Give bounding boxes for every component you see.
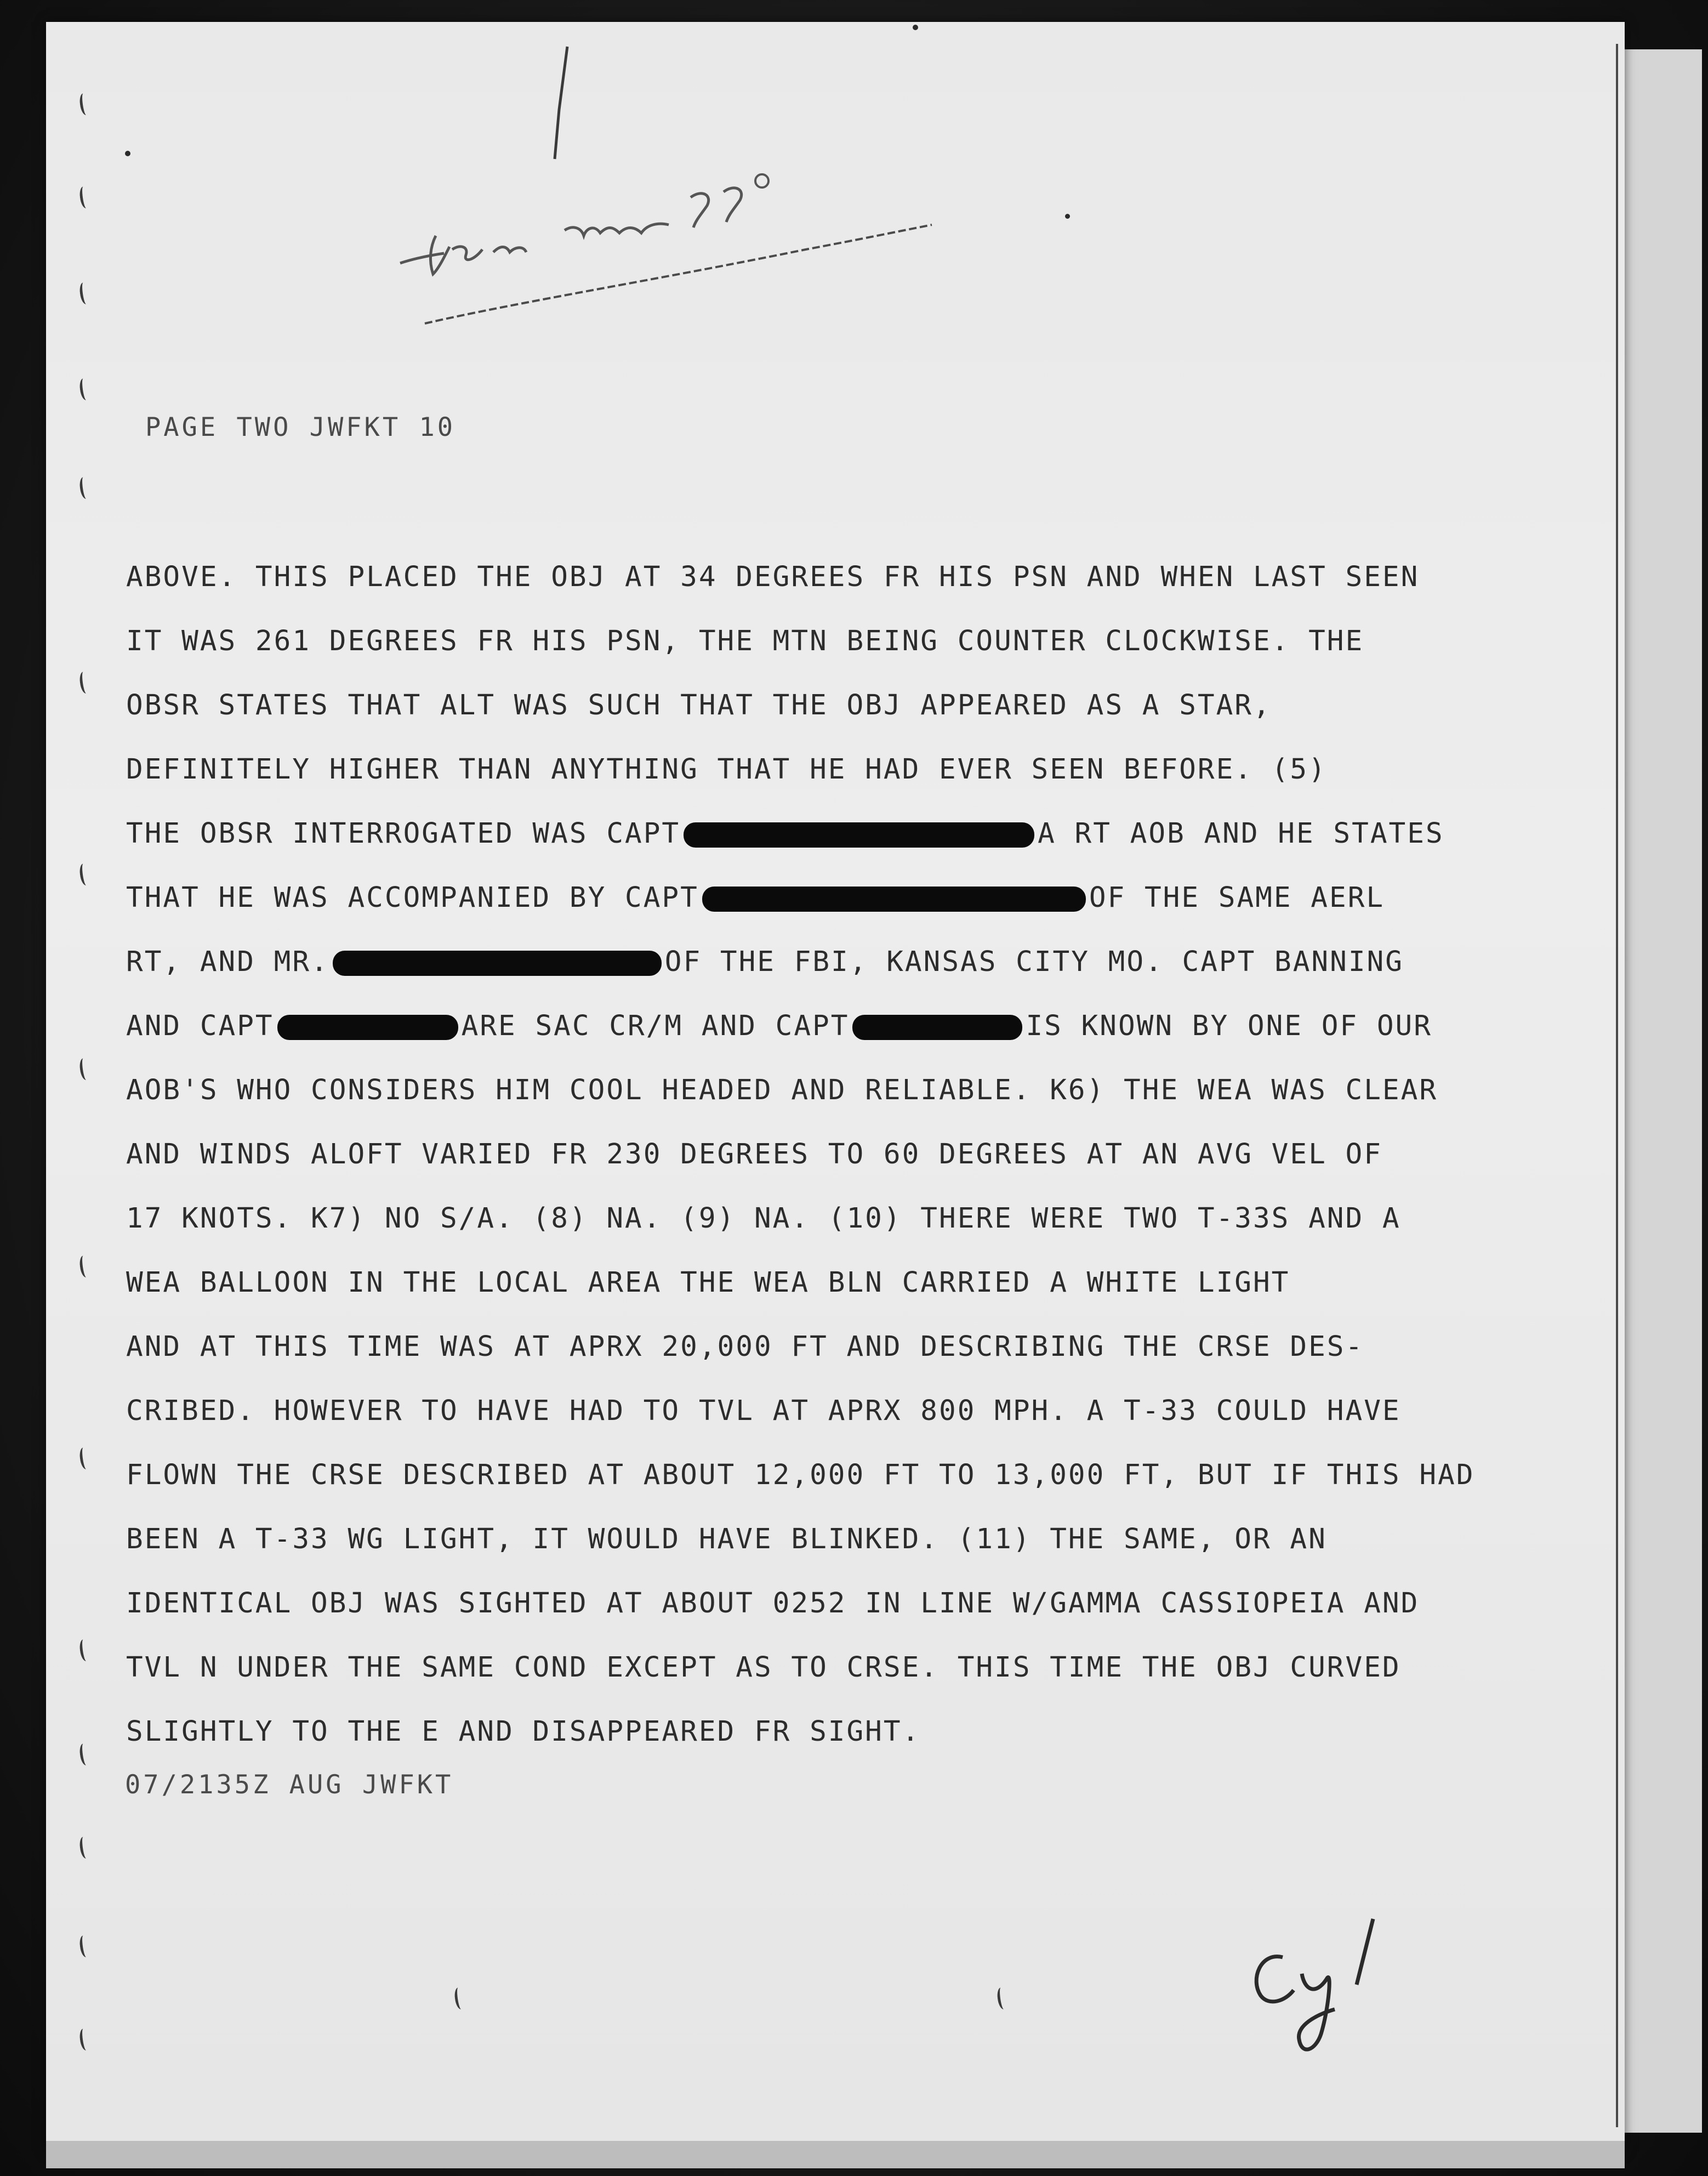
body-line: WEA BALLOON IN THE LOCAL AREA THE WEA BLN CARRIED A WHITE LIGHT [126, 1266, 1290, 1299]
line-segment: THAT HE WAS ACCOMPANIED BY CAPT [126, 882, 699, 914]
body-line: AOB'S WHO CONSIDERS HIM COOL HEADED AND RELIABLE. K6) THE WEA WAS CLEAR [126, 1074, 1438, 1106]
line-segment: ARE SAC CR/M AND CAPT [461, 1010, 850, 1042]
body-line-redacted [126, 802, 1606, 866]
body-line: 17 KNOTS. K7) NO S/A. (8) NA. (9) NA. (10) THERE WERE TWO T-33S AND A [126, 1202, 1401, 1235]
body-line-redacted [126, 866, 1606, 930]
line-segment: THE OBSR INTERROGATED WAS CAPT [126, 817, 681, 850]
page-edge-line [1616, 44, 1618, 2127]
body-line: FLOWN THE CRSE DESCRIBED AT ABOUT 12,000 FT TO 13,000 FT, BUT IF THIS HAD [126, 1459, 1475, 1491]
line-segment: OF THE SAME AERL [1089, 882, 1385, 914]
line-segment: A RT AOB AND HE STATES [1038, 817, 1444, 850]
body-line-redacted [126, 930, 1606, 994]
body-line: IT WAS 261 DEGREES FR HIS PSN, THE MTN BEING COUNTER CLOCKWISE. THE [126, 625, 1364, 657]
ink-speck [913, 25, 918, 30]
underlying-sheet-edge [1620, 49, 1702, 2133]
page-header: PAGE TWO JWFKT 10 [145, 412, 456, 442]
bottom-paper-strip [46, 2141, 1625, 2168]
body-line: AND WINDS ALOFT VARIED FR 230 DEGREES TO 60 DEGREES AT AN AVG VEL OF [126, 1138, 1382, 1171]
redaction-bar [684, 822, 1034, 848]
ink-speck [1065, 214, 1070, 219]
line-segment: OF THE FBI, KANSAS CITY MO. CAPT BANNING [664, 946, 1404, 978]
body-line: ABOVE. THIS PLACED THE OBJ AT 34 DEGREES FR HIS PSN AND WHEN LAST SEEN [126, 561, 1420, 593]
handwritten-signature [1239, 1908, 1425, 2072]
body-line: DEFINITELY HIGHER THAN ANYTHING THAT HE HAD EVER SEEN BEFORE. (5) [126, 753, 1327, 786]
redaction-bar [852, 1015, 1022, 1040]
redaction-bar [333, 951, 662, 976]
message-body [126, 545, 1606, 1764]
handwritten-note [384, 137, 959, 345]
redaction-bar [277, 1015, 458, 1040]
body-line: CRIBED. HOWEVER TO HAVE HAD TO TVL AT APRX 800 MPH. A T-33 COULD HAVE [126, 1395, 1401, 1427]
body-line: IDENTICAL OBJ WAS SIGHTED AT ABOUT 0252 IN LINE W/GAMMA CASSIOPEIA AND [126, 1587, 1420, 1620]
body-line-redacted [126, 994, 1606, 1058]
redaction-bar [702, 887, 1086, 912]
line-segment: RT, AND MR. [126, 946, 329, 978]
line-segment: AND CAPT [126, 1010, 274, 1042]
line-segment: IS KNOWN BY ONE OF OUR [1026, 1010, 1432, 1042]
body-line: OBSR STATES THAT ALT WAS SUCH THAT THE OBJ APPEARED AS A STAR, [126, 689, 1272, 721]
body-line: BEEN A T-33 WG LIGHT, IT WOULD HAVE BLINKED. (11) THE SAME, OR AN [126, 1523, 1327, 1555]
body-line: SLIGHTLY TO THE E AND DISAPPEARED FR SIGHT. [126, 1715, 921, 1748]
body-line: AND AT THIS TIME WAS AT APRX 20,000 FT AND DESCRIBING THE CRSE DES- [126, 1331, 1364, 1363]
ink-speck [125, 151, 130, 156]
message-footer: 07/2135Z AUG JWFKT [125, 1770, 454, 1800]
body-line: TVL N UNDER THE SAME COND EXCEPT AS TO CRSE. THIS TIME THE OBJ CURVED [126, 1651, 1401, 1684]
